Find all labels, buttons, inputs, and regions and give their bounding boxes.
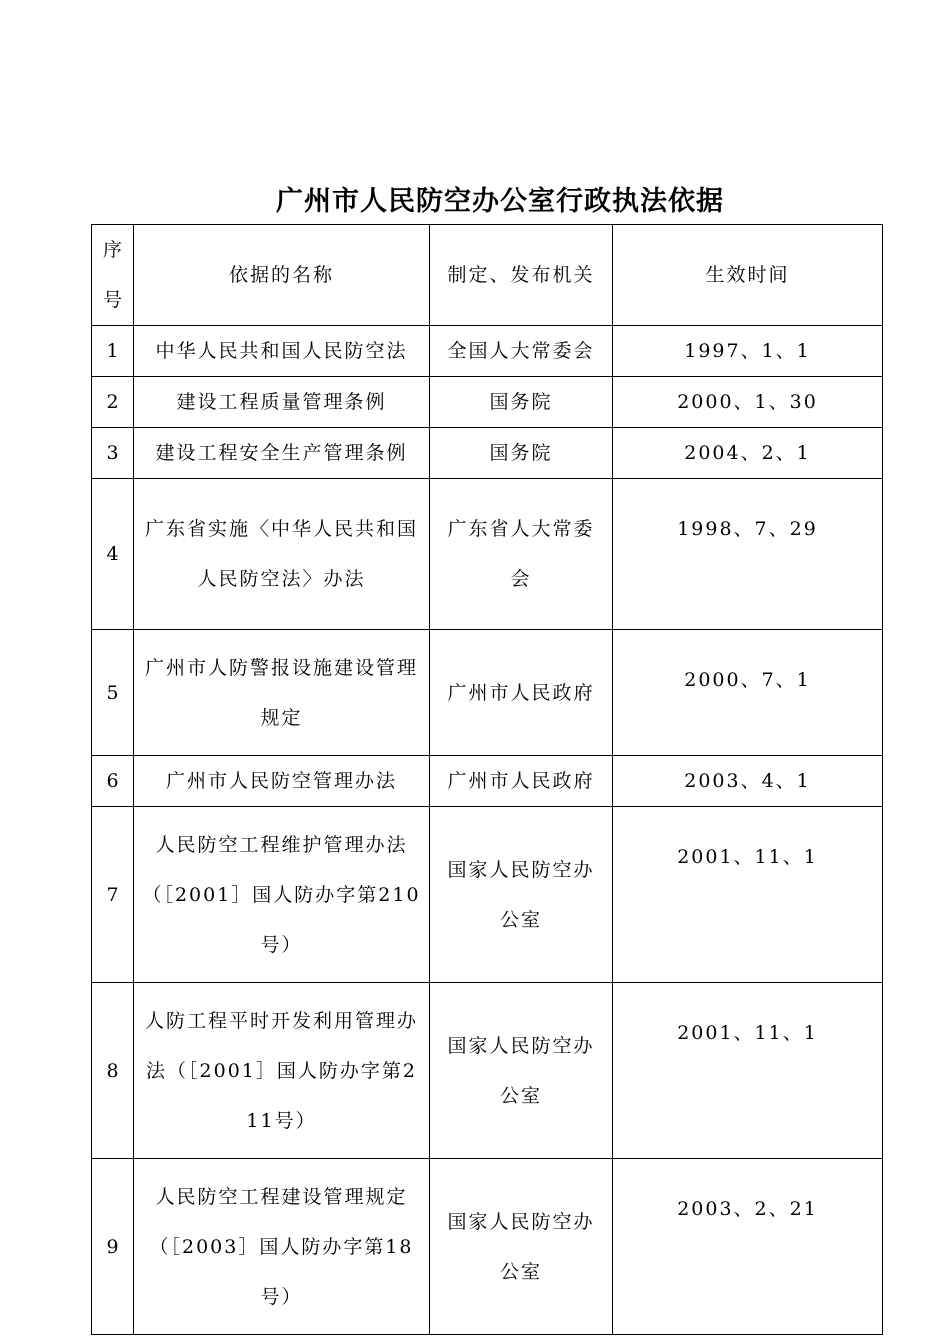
- row-name: 中华人民共和国人民防空法: [134, 326, 430, 377]
- row-effective: 1997、1、1: [613, 326, 883, 377]
- row-name: 人民防空工程建设管理规定（［2003］国人防办字第18号）: [134, 1159, 430, 1335]
- row-authority: 国务院: [430, 377, 613, 428]
- row-effective: 2003、2、21: [613, 1159, 883, 1335]
- row-effective: 2001、11、1: [613, 807, 883, 983]
- row-authority: 国家人民防空办公室: [430, 983, 613, 1159]
- header-name: 依据的名称: [134, 225, 430, 326]
- table-header-row: [92, 225, 883, 326]
- row-effective: 2001、11、1: [613, 983, 883, 1159]
- row-effective: 2004、2、1: [613, 428, 883, 479]
- table-row: [92, 428, 883, 479]
- header-seq-line2: 号: [102, 289, 122, 311]
- row-seq: 1: [92, 326, 134, 377]
- header-seq-line1: 序: [102, 239, 122, 261]
- row-authority: 广州市人民政府: [430, 630, 613, 756]
- row-seq: 8: [92, 983, 134, 1159]
- table-row: [92, 1159, 883, 1335]
- table-row: [92, 983, 883, 1159]
- row-name: 广州市人防警报设施建设管理规定: [134, 630, 430, 756]
- row-authority: 广州市人民政府: [430, 756, 613, 807]
- row-effective: 1998、7、29: [613, 479, 883, 630]
- header-effective: 生效时间: [613, 225, 883, 326]
- row-authority: 国家人民防空办公室: [430, 1159, 613, 1335]
- header-authority: 制定、发布机关: [430, 225, 613, 326]
- row-seq: 3: [92, 428, 134, 479]
- table-row: [92, 630, 883, 756]
- row-name: 广州市人民防空管理办法: [134, 756, 430, 807]
- row-name: 建设工程质量管理条例: [134, 377, 430, 428]
- row-effective: 2000、1、30: [613, 377, 883, 428]
- header-seq: [92, 225, 134, 326]
- row-effective: 2000、7、1: [613, 630, 883, 756]
- row-seq: 6: [92, 756, 134, 807]
- row-authority: 国家人民防空办公室: [430, 807, 613, 983]
- row-authority: 广东省人大常委会: [430, 479, 613, 630]
- row-seq: 4: [92, 479, 134, 630]
- row-name: 人防工程平时开发利用管理办法（［2001］国人防办字第211号）: [134, 983, 430, 1159]
- row-seq: 2: [92, 377, 134, 428]
- row-name: 人民防空工程维护管理办法（［2001］国人防办字第210号）: [134, 807, 430, 983]
- row-name: 广东省实施〈中华人民共和国人民防空法〉办法: [134, 479, 430, 630]
- row-seq: 9: [92, 1159, 134, 1335]
- page-title: 广州市人民防空办公室行政执法依据: [276, 186, 724, 217]
- enforcement-basis-table: [91, 224, 883, 1335]
- table-row: [92, 756, 883, 807]
- table-row: [92, 479, 883, 630]
- table-row: [92, 326, 883, 377]
- row-seq: 7: [92, 807, 134, 983]
- row-authority: 全国人大常委会: [430, 326, 613, 377]
- row-authority: 国务院: [430, 428, 613, 479]
- table-row: [92, 807, 883, 983]
- table-row: [92, 377, 883, 428]
- row-name: 建设工程安全生产管理条例: [134, 428, 430, 479]
- row-seq: 5: [92, 630, 134, 756]
- row-effective: 2003、4、1: [613, 756, 883, 807]
